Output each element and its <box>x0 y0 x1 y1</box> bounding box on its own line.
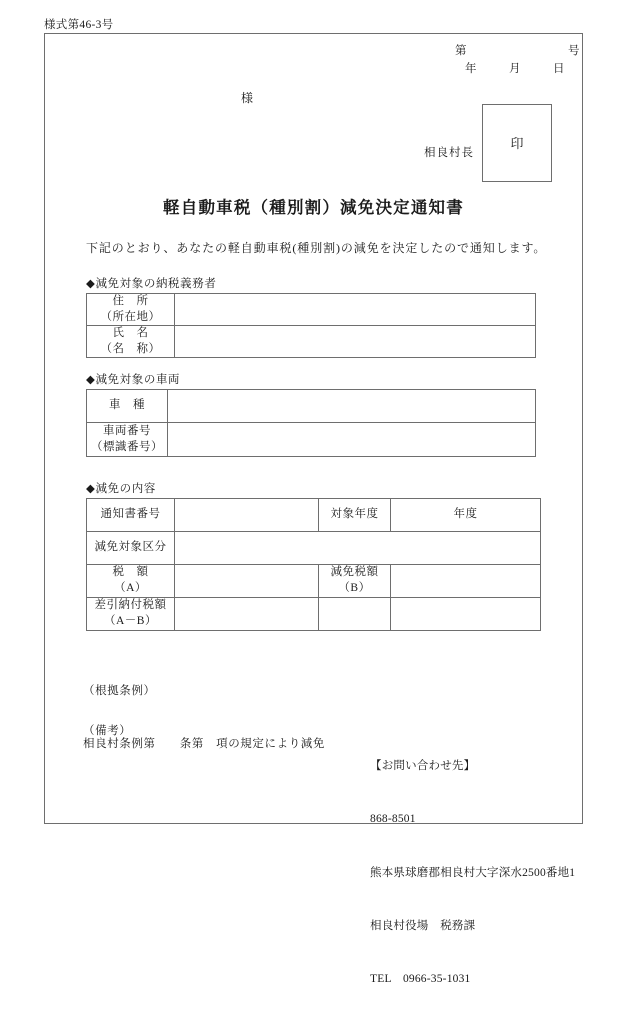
page-title: 軽自動車税（種別割）減免決定通知書 <box>163 198 464 217</box>
seal-label: 印 <box>510 136 524 151</box>
cell-value-tax-amount[interactable] <box>175 565 319 598</box>
contact-postal-code: 868-8501 <box>370 813 416 826</box>
taxpayer-table <box>86 293 536 358</box>
label-line2: （所在地） <box>100 310 161 323</box>
table-row <box>87 423 536 457</box>
document-frame <box>44 33 583 986</box>
cell-value-name[interactable] <box>175 326 536 358</box>
contact-heading: 【お問い合わせ先】 <box>370 759 476 772</box>
label-line2: （B） <box>338 582 371 594</box>
cell-label-name <box>87 326 175 358</box>
date-year-label: 年 <box>465 63 477 75</box>
cell-value-address[interactable] <box>175 294 536 326</box>
cell-value-payable-balance[interactable] <box>175 598 319 631</box>
table-row <box>87 499 541 532</box>
table-row <box>87 532 541 565</box>
label-line2: （A） <box>114 582 147 594</box>
form-number: 様式第46-3号 <box>44 19 114 31</box>
issuer-name: 相良村長 <box>424 147 474 159</box>
label-line1: 差引納付税額 <box>94 599 167 612</box>
document-number-line <box>455 42 580 58</box>
document-date-line <box>465 60 565 76</box>
ordinance-text: 相良村条例第 条第 項の規定により減免 <box>83 738 325 751</box>
ordinance-label: （根拠条例） <box>83 684 156 697</box>
section-heading-vehicle: ◆減免対象の車両 <box>86 374 181 386</box>
section-heading-taxpayer: ◆減免対象の納税義務者 <box>86 278 217 290</box>
table-row <box>87 326 536 358</box>
table-row <box>87 565 541 598</box>
remarks-label: （備考） <box>83 725 132 737</box>
contact-tel: TEL 0966-35-1031 <box>370 973 471 986</box>
table-row <box>87 294 536 326</box>
date-day-label: 日 <box>553 63 565 75</box>
cell-label-notice-number <box>87 499 175 532</box>
table-row <box>87 598 541 631</box>
label-line1: 車 種 <box>109 399 145 412</box>
cell-value-reduction-category[interactable] <box>175 532 541 565</box>
addressee-honorific: 様 <box>241 91 254 105</box>
label-line1: 減免対象区分 <box>94 541 167 554</box>
contact-address: 熊本県球磨郡相良村大字深水2500番地1 <box>370 866 576 879</box>
lead-text: 下記のとおり、あなたの軽自動車税(種別割)の減免を決定したので通知します。 <box>86 241 547 255</box>
contact-block <box>370 722 575 1025</box>
cell-value-notice-number[interactable] <box>175 499 319 532</box>
label-line2: （名 称） <box>100 342 161 355</box>
cell-value-target-year[interactable]: 年度 <box>391 499 541 532</box>
vehicle-table <box>86 389 536 457</box>
label-line2: （A－B） <box>104 615 157 627</box>
cell-label-vehicle-type <box>87 390 168 423</box>
label-line1: 対象年度 <box>330 508 379 521</box>
contact-office: 相良村役場 税務課 <box>370 919 476 932</box>
cell-value-vehicle-type[interactable] <box>168 390 536 423</box>
table-row <box>87 390 536 423</box>
document-number-prefix: 第 <box>455 45 467 57</box>
cell-value-vehicle-number[interactable] <box>168 423 536 457</box>
cell-value-reduced-tax[interactable] <box>391 565 541 598</box>
cell-label-reduction-category <box>87 532 175 565</box>
label-line1: 氏 名 <box>112 327 149 340</box>
reduction-detail-table <box>86 498 541 631</box>
label-line1: 税 額 <box>112 566 149 579</box>
cell-empty <box>319 598 391 631</box>
cell-label-tax-amount <box>87 565 175 598</box>
seal-box <box>482 104 552 182</box>
section-heading-detail: ◆減免の内容 <box>86 483 156 495</box>
label-line1: 減免税額 <box>330 566 379 579</box>
cell-label-reduced-tax <box>319 565 391 598</box>
label-line2: （標識番号） <box>91 440 163 453</box>
cell-label-address <box>87 294 175 326</box>
cell-empty <box>391 598 541 631</box>
date-month-label: 月 <box>509 63 521 75</box>
cell-label-vehicle-number <box>87 423 168 457</box>
cell-label-payable-balance <box>87 598 175 631</box>
ordinance-block <box>83 647 325 790</box>
label-line1: 車両番号 <box>103 424 151 437</box>
cell-label-target-year <box>319 499 391 532</box>
label-line1: 住 所 <box>112 295 149 307</box>
label-line1: 通知書番号 <box>100 508 161 521</box>
document-number-suffix: 号 <box>568 45 580 57</box>
